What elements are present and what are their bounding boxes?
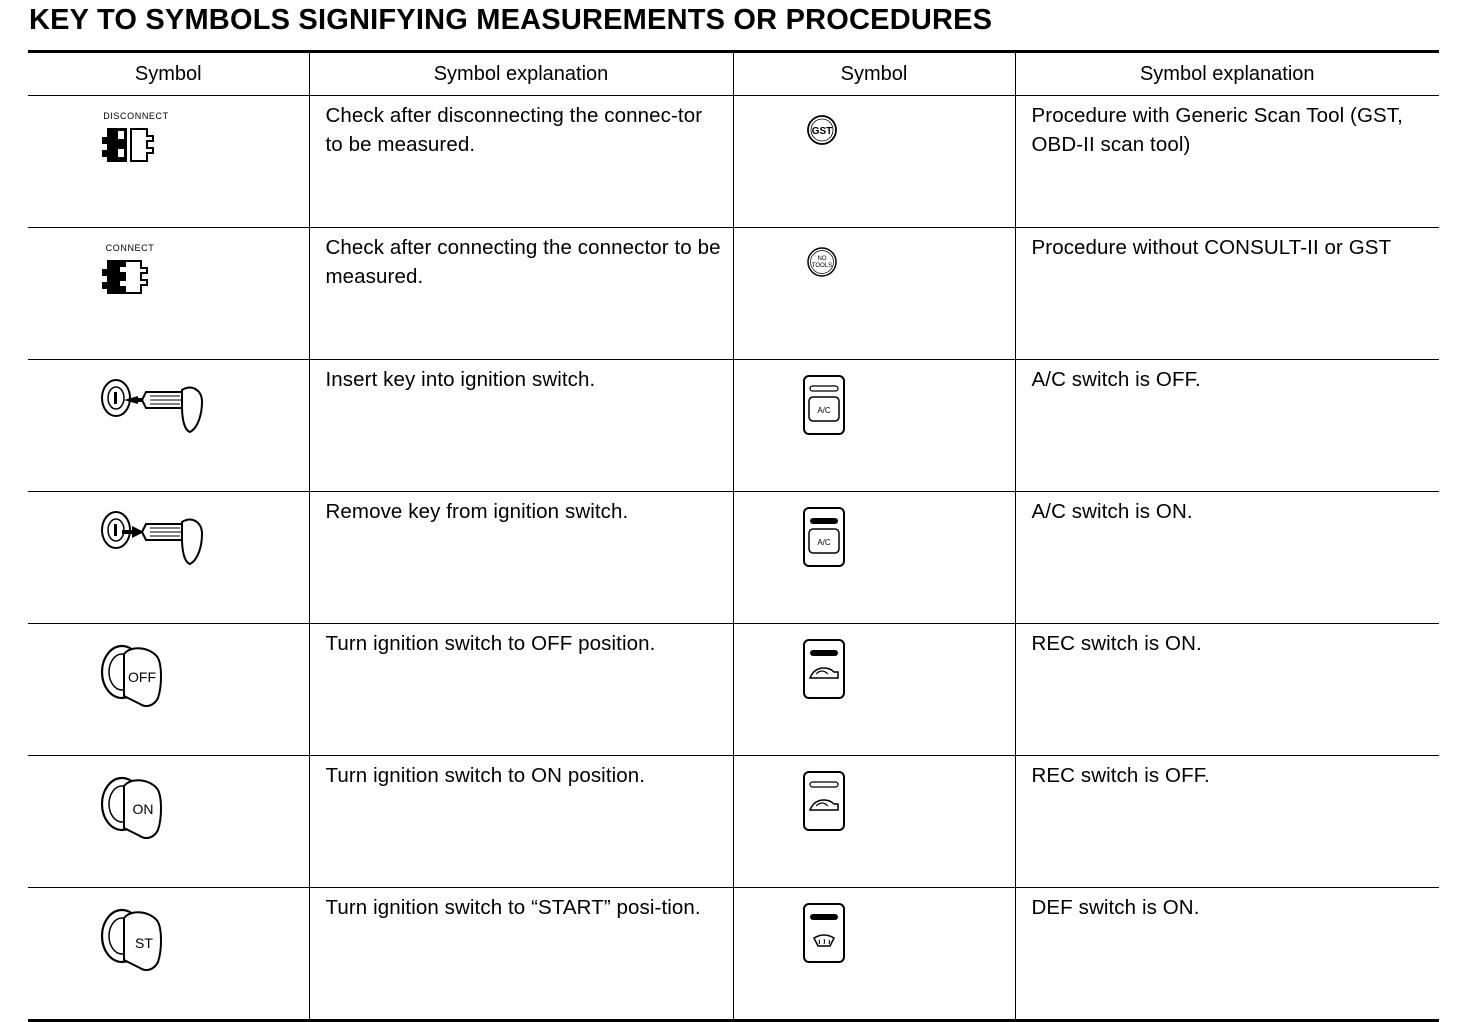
table-row [28, 360, 1439, 492]
symbol-explanation: Turn ignition switch to “START” posi-tion. [309, 888, 733, 1021]
svg-text:ON: ON [132, 801, 154, 817]
symbol-cell [28, 492, 309, 624]
symbol-explanation: Check after connecting the connector to be measured. [309, 228, 733, 360]
symbol-cell [733, 360, 1015, 492]
def-switch-on-icon [802, 902, 846, 964]
gst-icon [802, 110, 842, 150]
svg-text:CONNECT: CONNECT [105, 243, 155, 253]
symbol-explanation: Insert key into ignition switch. [309, 360, 733, 492]
symbol-explanation: Check after disconnecting the connec-tor to be measured. [309, 96, 733, 228]
ignition-on-icon [98, 770, 178, 842]
table-row [28, 492, 1439, 624]
symbol-explanation: A/C switch is OFF. [1015, 360, 1439, 492]
remove-key-icon [98, 506, 208, 576]
symbol-cell [28, 96, 309, 228]
symbol-explanation: Procedure without CONSULT-II or GST [1015, 228, 1439, 360]
rec-switch-on-icon [802, 638, 846, 700]
rec-switch-off-icon [802, 770, 846, 832]
symbol-explanation: DEF switch is ON. [1015, 888, 1439, 1021]
svg-text:OFF: OFF [128, 669, 156, 685]
table-row [28, 756, 1439, 888]
symbol-cell [28, 756, 309, 888]
symbol-cell [733, 624, 1015, 756]
symbol-explanation: REC switch is OFF. [1015, 756, 1439, 888]
table-row [28, 96, 1439, 228]
no-tools-icon [802, 242, 842, 282]
connect-connector-icon [98, 242, 178, 302]
ignition-start-icon [98, 902, 178, 974]
table-header-row [28, 52, 1439, 96]
insert-key-icon [98, 374, 208, 444]
symbol-cell [28, 888, 309, 1021]
header-symbol-explanation: Symbol explanation [309, 52, 733, 96]
header-symbol: Symbol [733, 52, 1015, 96]
symbol-table [28, 50, 1439, 1022]
symbol-explanation: REC switch is ON. [1015, 624, 1439, 756]
symbol-cell [733, 492, 1015, 624]
svg-text:A/C: A/C [816, 538, 831, 547]
table-row [28, 624, 1439, 756]
header-symbol: Symbol [28, 52, 309, 96]
svg-text:ST: ST [135, 935, 153, 951]
table-row [28, 888, 1439, 1021]
symbol-cell [733, 228, 1015, 360]
symbol-cell [733, 96, 1015, 228]
symbol-cell [733, 888, 1015, 1021]
symbol-cell [28, 228, 309, 360]
symbol-explanation: Remove key from ignition switch. [309, 492, 733, 624]
symbol-cell [733, 756, 1015, 888]
table-row [28, 228, 1439, 360]
ignition-off-icon [98, 638, 178, 710]
symbol-explanation: Procedure with Generic Scan Tool (GST, OBD-II scan tool) [1015, 96, 1439, 228]
symbol-explanation: Turn ignition switch to OFF position. [309, 624, 733, 756]
page-title: KEY TO SYMBOLS SIGNIFYING MEASUREMENTS OR PROCEDURES [29, 4, 993, 36]
svg-text:NO: NO [817, 256, 826, 262]
ac-switch-off-icon [802, 374, 846, 436]
svg-text:TOOLS: TOOLS [811, 263, 832, 269]
symbol-cell [28, 360, 309, 492]
symbol-cell [28, 624, 309, 756]
svg-text:DISCONNECT: DISCONNECT [103, 111, 169, 121]
svg-text:GST: GST [811, 126, 832, 137]
disconnect-connector-icon [98, 110, 178, 170]
symbol-explanation: A/C switch is ON. [1015, 492, 1439, 624]
ac-switch-on-icon [802, 506, 846, 568]
svg-text:A/C: A/C [816, 406, 831, 415]
symbol-explanation: Turn ignition switch to ON position. [309, 756, 733, 888]
header-symbol-explanation: Symbol explanation [1015, 52, 1439, 96]
